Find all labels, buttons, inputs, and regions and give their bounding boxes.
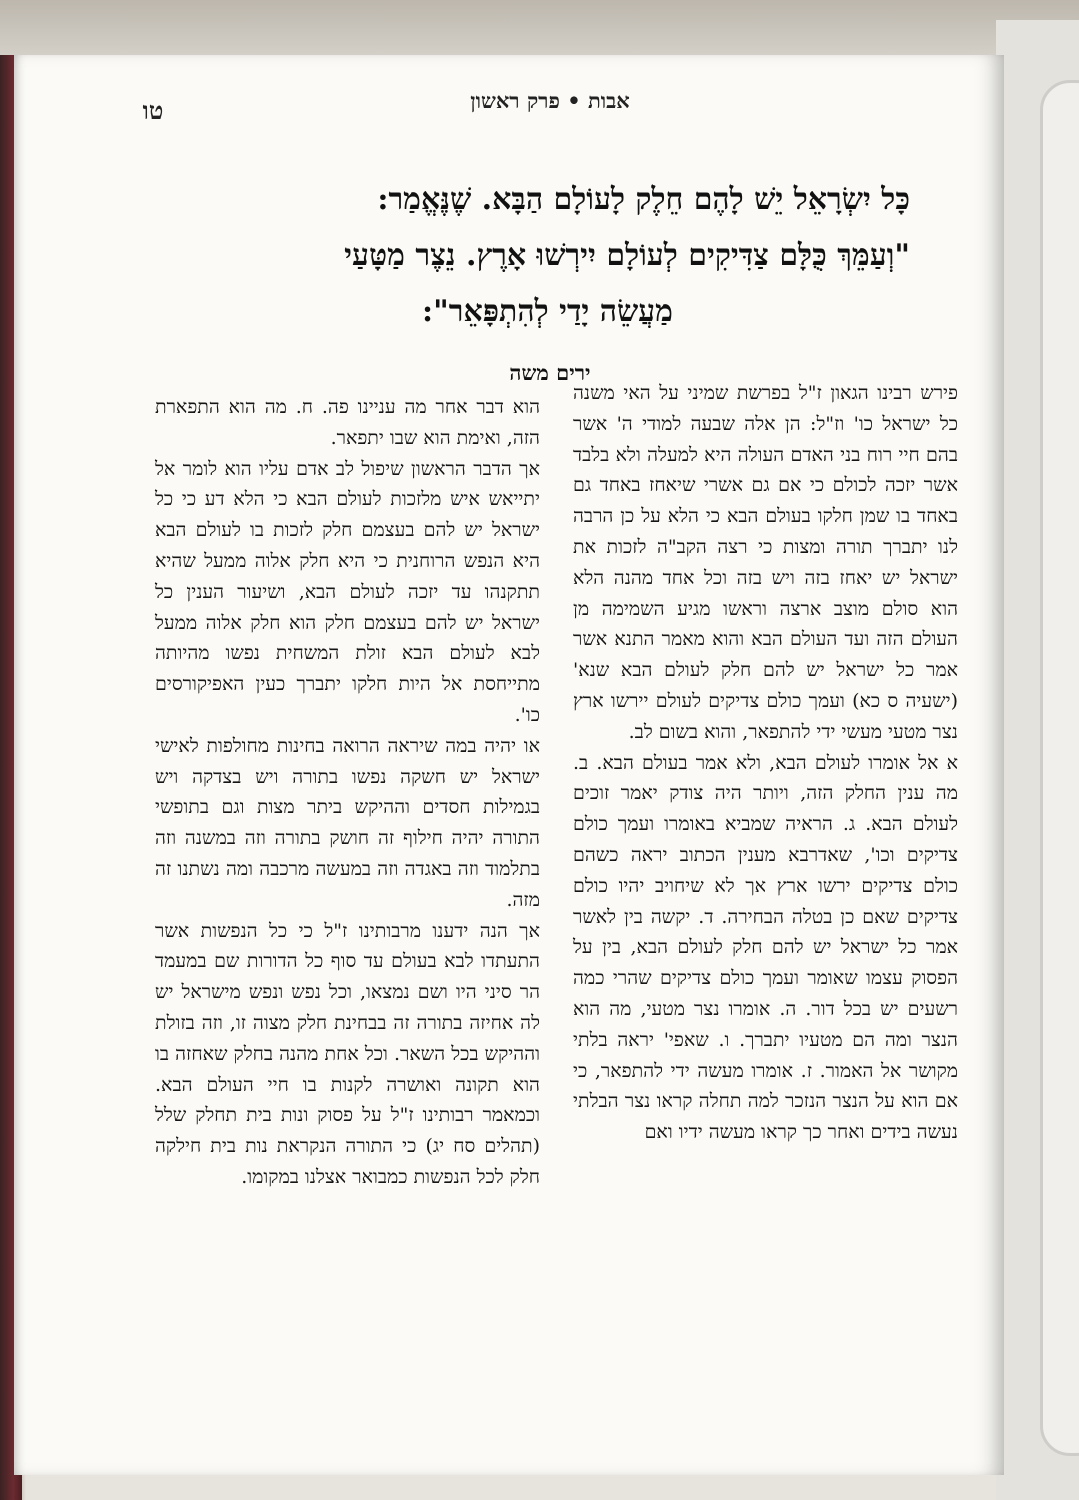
commentary-right-column: [573, 378, 958, 1148]
commentary-paragraph: אך הדבר הראשון שיפול לב אדם עליו הוא לומר אל יתייאש איש מלזכות לעולם הבא כי הלא דע כי כל ישראל יש להם בעצמם חלק לזכות בו לעולם הבא היא הנפש הרוחנית כי היא חלק אלוה ממעל שהיא תתקנהו עד יזכה לעולם הבא, ושיעור הענין כל ישראל יש להם בעצמם חלק הוא חלק אלוה ממעל לבא לעולם הבא זולת המשחית נפשו מהיותה מתייחסת אל היות חלקו יתברך כעין האפיקורסים כו'.: [155, 457, 540, 726]
mishnah-line-3: מַעֲשֵׂה יָדַי לְהִתְפָּאֵר":: [422, 294, 673, 329]
commentary-paragraph: א אל אומרו לעולם הבא, ולא אמר בעולם הבא. ב. מה ענין החלק הזה, ויותר היה צודק יאמר זוכים לעולם הבא. ג. הראיה שמביא באומרו ועמך כולם צדיקים וכו', שאדרבא מענין הכתוב יראה כשהם כולם צדיקים ירשו ארץ אך לא שיחויב יהיו כולם צדיקים שאם כן בטלה הבחירה. ד. יקשה בין לאשר אמר כל ישראל יש להם חלק לעולם הבא, בין על הפסוק עצמו שאומר ועמך כולם צדיקים שהרי כמה רשעים יש בכל דור. ה. אומרו נצר מטעי, מה הוא הנצר ומה הם מטעיו יתברך. ו. שאפי' יראה בלתי מקושר אל האמור. ז. אומרו מעשה ידי להתפאר, כי אם הוא על הנצר הנזכר למה תחלה קראו נצר הבלתי נעשה בידים ואחר כך קראו מעשה ידיו ואם: [573, 751, 958, 1144]
commentary-paragraph: או יהיה במה שיראה הרואה בחינות מחולפות לאישי ישראל יש חשקה נפשו בתורה ויש בצדקה ויש בגמילות חסדים וההיקש ביתר מצות וגם בתופשי התורה יהיה חילוף זה חושק בתורה וזה במשנה וזה בתלמוד וזה באגדה וזה במעשה מרכבה ומה נשתנו זה מזה.: [155, 734, 540, 911]
mishnah-text: [185, 172, 910, 340]
commentary-title: ירים משה: [509, 360, 591, 385]
page-number: טו: [142, 96, 164, 125]
running-head: אבות • פרק ראשון: [470, 88, 630, 113]
commentary-paragraph: פירש רבינו הגאון ז"ל בפרשת שמיני על האי משנה כל ישראל כו' וז"ל: הן אלה שבעה למודי ה' אשר בהם חיי רוח בני האדם העולה היא למעלה ולא בלבד אשר יזכה לכולם כי אם גם אשרי שיאחז באחד גם באחד בו שמן חלקו בעולם הבא כי הלא על כן הרבה לנו יתברך תורה ומצות כי רצה הקב"ה לזכות את ישראל יש יאחז בזה ויש בזה וכל אחד מהנה הלא הוא סולם מוצב ארצה וראשו מגיע השמימה מן העולם הזה ועד העולם הבא והוא מאמר התנא אשר אמר כל ישראל יש להם חלק לעולם הבא שנא' (ישעיה ס כא) ועמך כולם צדיקים לעולם יירשו ארץ נצר מטעי מעשי ידי להתפאר, והוא בשום לב.: [573, 382, 958, 743]
commentary-paragraph: אך הנה ידענו מרבותינו ז"ל כי כל הנפשות אשר התעתדו לבא בעולם עד סוף כל הדורות שם במעמד הר סיני היו ושם נמצאו, וכל נפש ונפש מישראל יש לה אחיזה בתורה זה בבחינת חלק מצוה זו, וזה בזולת וההיקש בכל השאר. וכל אחת מהנה בחלק שאחזה בו הוא תקונה ואושרה לקנות בו חיי העולם הבא. וכמאמר רבותינו ז"ל על פסוק ונות בית תחלק שלל (תהלים סח יג) כי התורה הנקראת נות בית חילקה חלק לכל הנפשות כמבואר אצלנו במקומו.: [155, 919, 540, 1188]
commentary-left-column: [155, 392, 540, 1193]
facing-page-border: [1040, 80, 1079, 1456]
mishnah-line-2: "וְעַמֵּךְ כֻּלָּם צַדִּיקִים לְעוֹלָם יִירְשׁוּ אָרֶץ. נֵצֶר מַטָּעַי: [344, 238, 910, 273]
commentary-paragraph: הוא דבר אחר מה עניינו פה. ח. מה הוא התפארת הזה, ואימת הוא שבו יתפאר.: [155, 396, 540, 449]
mishnah-line-1: כָּל יִשְׂרָאֵל יֵשׁ לָהֶם חֵלֶק לָעוֹלָם הַבָּא. שֶׁנֶּאֱמַר:: [377, 182, 910, 217]
